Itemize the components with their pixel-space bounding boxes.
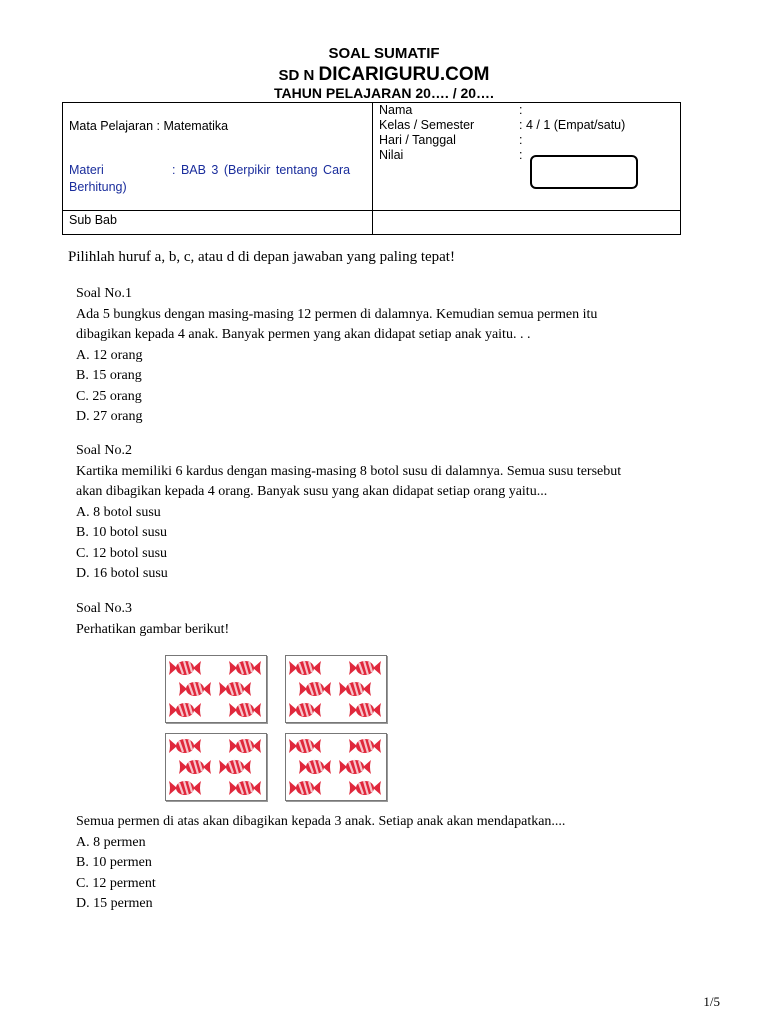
candy-icon <box>298 758 332 776</box>
candy-box <box>285 655 387 723</box>
option-b: B. 10 permen <box>76 855 152 870</box>
material-label: Materi <box>69 163 104 177</box>
option-c: C. 12 botol susu <box>76 545 168 561</box>
student-info-table <box>62 102 681 235</box>
candy-icon <box>168 779 202 797</box>
question-text-line: Semua permen di atas akan dibagikan kepada 3 anak. Setiap anak akan mendapatkan.... <box>76 814 566 829</box>
doc-title: SOAL SUMATIF <box>328 45 440 62</box>
option-a: A. 12 orang <box>76 347 143 363</box>
candy-icon <box>288 701 322 719</box>
subchapter-label: Sub Bab <box>69 213 117 227</box>
candy-icon <box>348 737 382 755</box>
subchapter-cell <box>63 211 373 235</box>
material-value: : BAB 3 (Berpikir tentang Cara <box>172 163 351 177</box>
candy-icon <box>168 737 202 755</box>
subchapter-empty-cell <box>373 211 681 235</box>
candy-icon <box>228 659 262 677</box>
option-b: B. 10 botol susu <box>76 525 168 540</box>
name-colon: : <box>519 103 523 117</box>
option-d: D. 15 permen <box>76 896 153 911</box>
subject-label: Mata Pelajaran : Matematika <box>69 119 229 133</box>
page-number: 1/5 <box>703 994 720 1009</box>
candy-icon <box>288 779 322 797</box>
date-label: Hari / Tanggal <box>379 133 456 147</box>
candy-icon <box>168 701 202 719</box>
candy-icon <box>228 779 262 797</box>
question-text-line: Perhatikan gambar berikut! <box>76 621 230 637</box>
candy-icon <box>338 758 372 776</box>
option-a: A. 8 permen <box>76 834 146 850</box>
question-text-line: Kartika memiliki 6 kardus dengan masing-masing 8 botol susu di dalamnya. Semua susu tersebut <box>76 463 622 479</box>
date-colon: : <box>519 133 523 147</box>
candy-box <box>165 733 267 801</box>
option-b: B. 15 orang <box>76 368 142 383</box>
candy-icon <box>228 701 262 719</box>
candy-icon <box>298 680 332 698</box>
candy-icon <box>218 758 252 776</box>
question-title: Soal No.2 <box>76 443 132 458</box>
option-d: D. 27 orang <box>76 409 143 424</box>
name-label: Nama <box>379 103 413 117</box>
school-name <box>0 64 768 86</box>
candy-icon <box>348 779 382 797</box>
question-2 <box>76 441 621 585</box>
question-1 <box>76 284 597 428</box>
candy-icon <box>178 680 212 698</box>
question-text-line: dibagikan kepada 4 anak. Banyak permen yang akan didapat setiap anak yaitu. . . <box>76 327 531 342</box>
question-3-continued <box>76 812 565 915</box>
score-label: Nilai <box>379 148 404 162</box>
academic-year: TAHUN PELAJARAN 20…. / 20…. <box>274 85 494 101</box>
score-colon: : <box>519 148 523 162</box>
candy-icon <box>338 680 372 698</box>
class-label: Kelas / Semester <box>379 118 475 132</box>
candy-icon <box>178 758 212 776</box>
candy-icon <box>348 659 382 677</box>
school-prefix: SD N <box>278 67 319 84</box>
question-title: Soal No.1 <box>76 286 132 301</box>
student-cell <box>373 103 681 211</box>
candy-icon <box>348 701 382 719</box>
school-name-main: DICARIGURU.COM <box>318 64 490 85</box>
question-text-line: Ada 5 bungkus dengan masing-masing 12 permen di dalamnya. Kemudian semua permen itu <box>76 306 598 322</box>
candy-icon <box>288 737 322 755</box>
instruction-text: Pilihlah huruf a, b, c, atau d di depan jawaban yang paling tepat! <box>68 249 455 265</box>
subject-cell <box>63 103 373 211</box>
class-value: : 4 / 1 (Empat/satu) <box>519 118 626 132</box>
candy-box <box>165 655 267 723</box>
option-c: C. 12 perment <box>76 875 156 891</box>
question-title: Soal No.3 <box>76 601 132 616</box>
question-text-line: akan dibagikan kepada 4 orang. Banyak susu yang akan didapat setiap orang yaitu... <box>76 484 548 499</box>
candy-icon <box>218 680 252 698</box>
candy-icon <box>168 659 202 677</box>
option-a: A. 8 botol susu <box>76 504 161 520</box>
option-d: D. 16 botol susu <box>76 566 168 581</box>
question-3 <box>76 599 229 640</box>
score-box <box>530 155 638 189</box>
option-c: C. 25 orang <box>76 388 142 404</box>
candy-icon <box>228 737 262 755</box>
candy-icon <box>288 659 322 677</box>
candy-box <box>285 733 387 801</box>
material-value-cont: Berhitung) <box>69 180 127 194</box>
